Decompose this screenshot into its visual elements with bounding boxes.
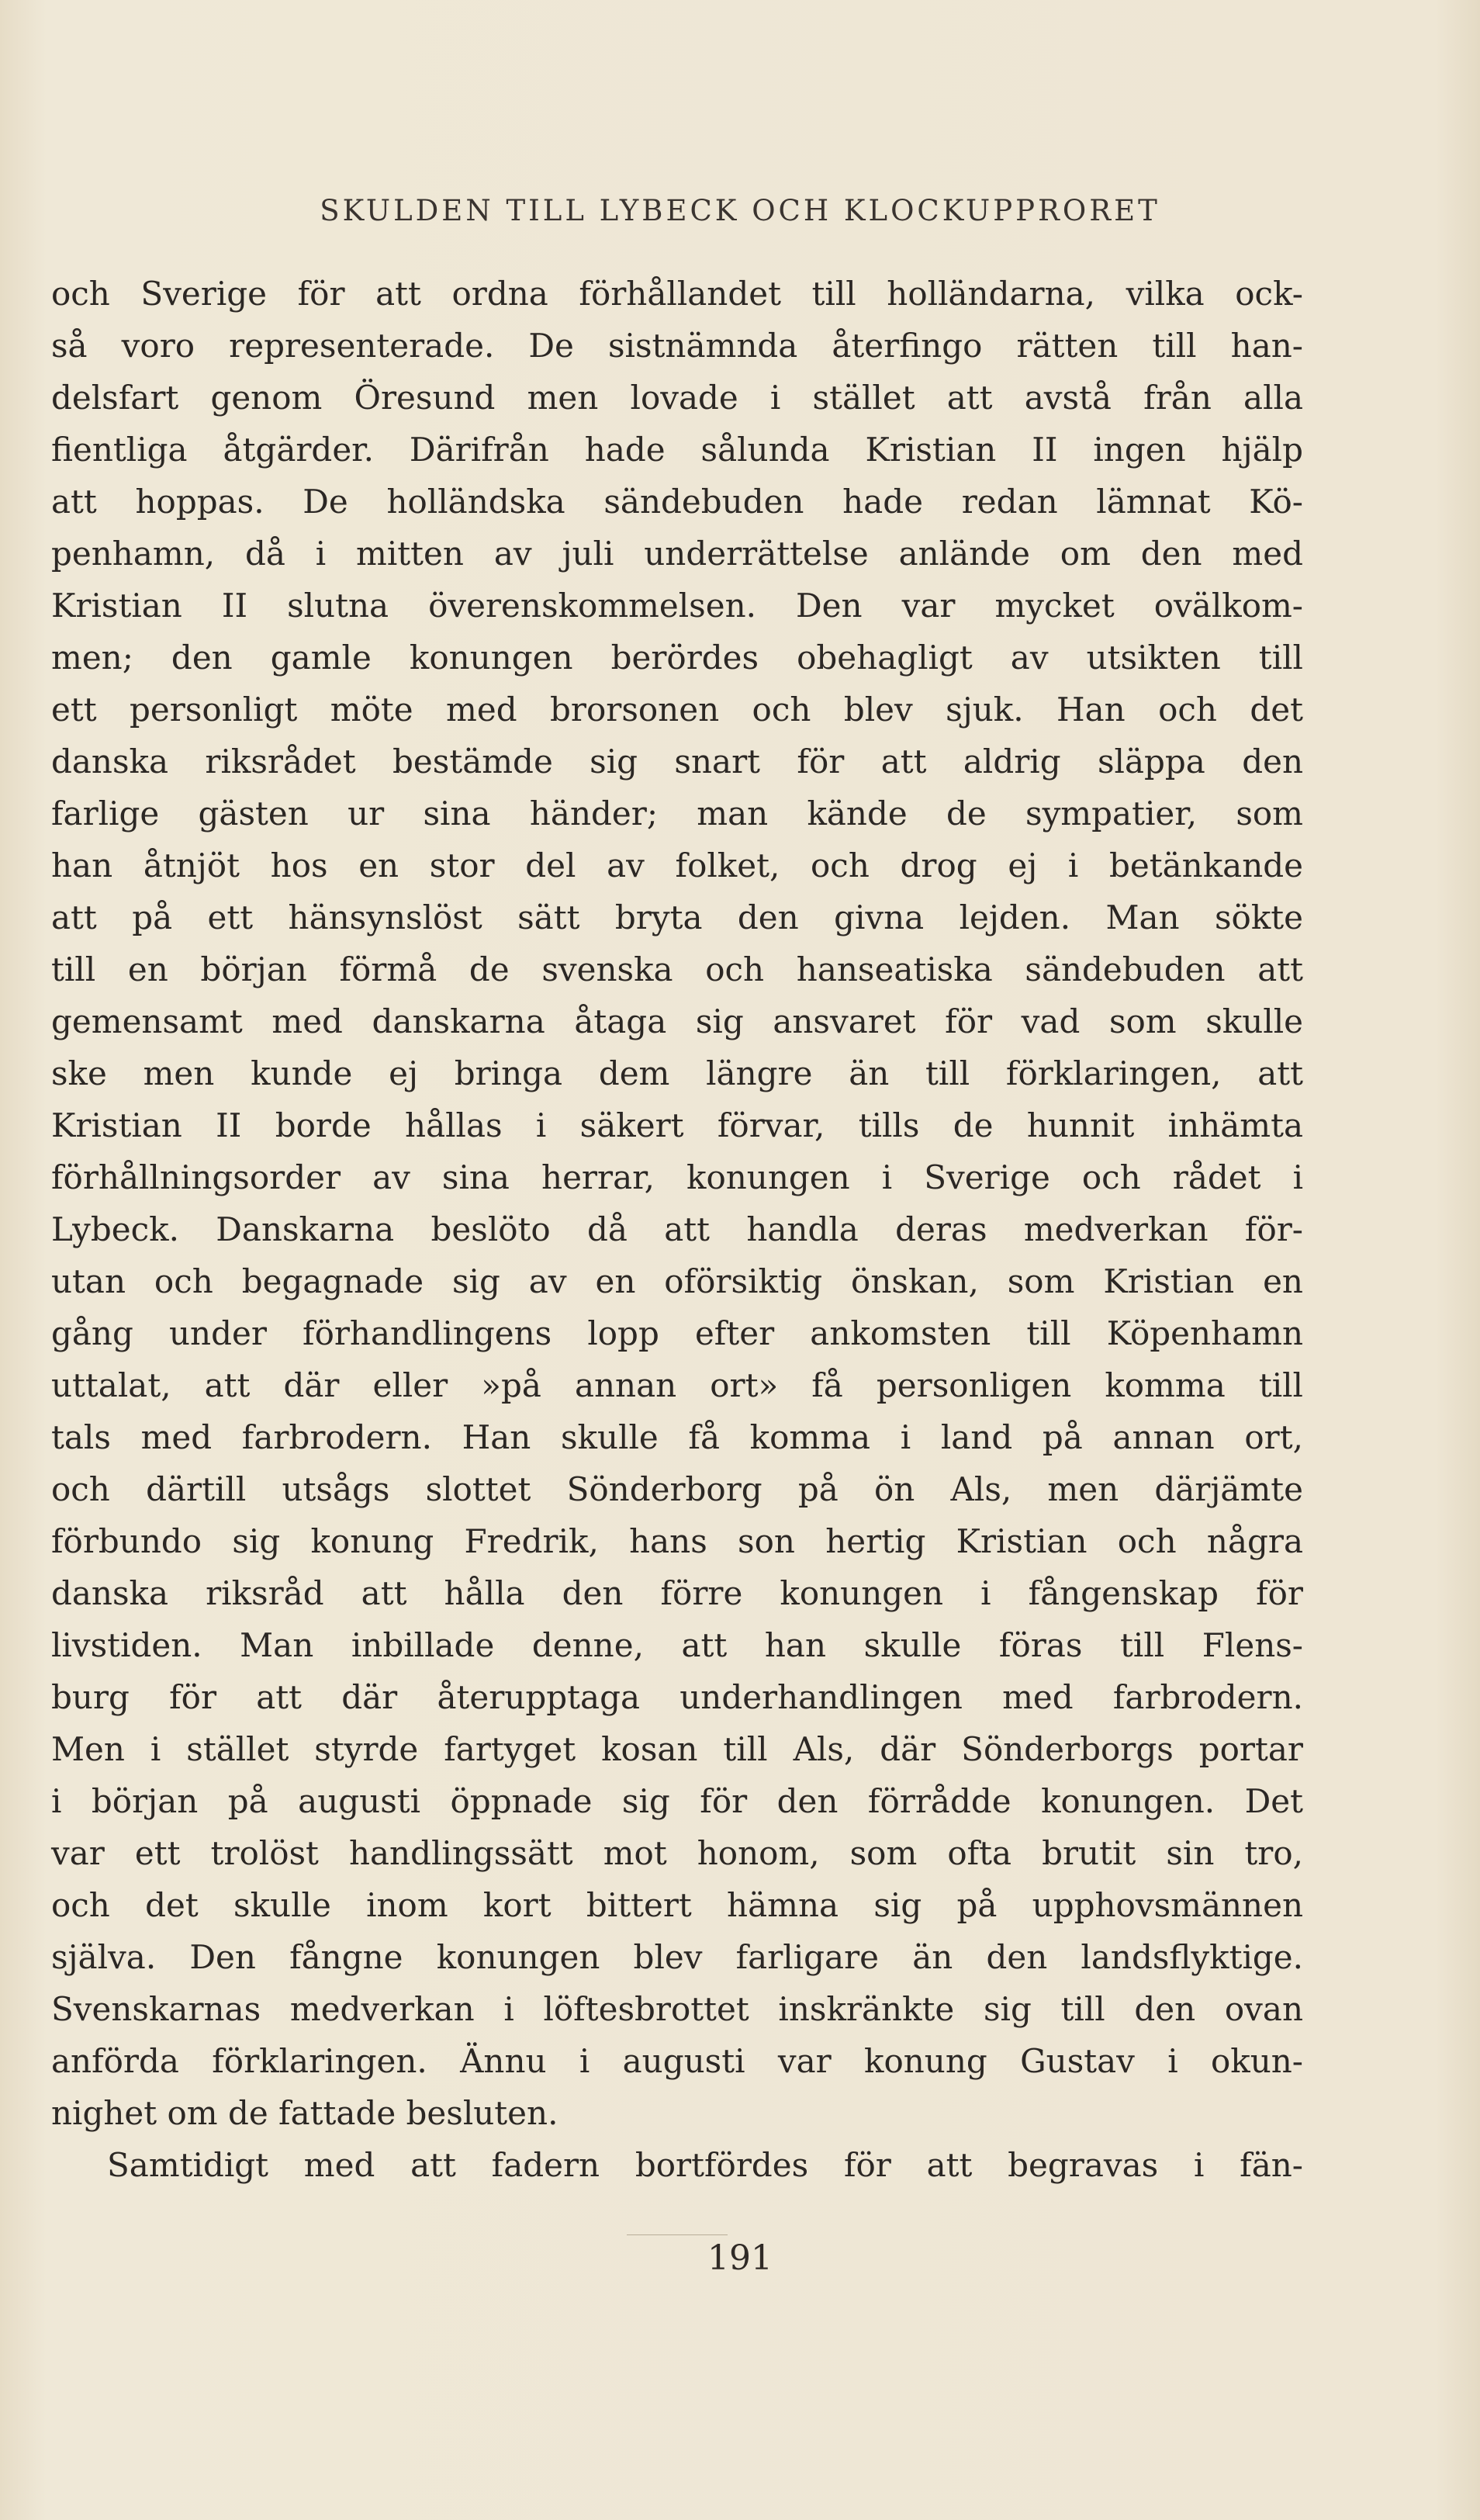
text-line: i början på augusti öppnade sig för den förrådde konungen. Det [51, 1782, 1303, 1820]
text-line: att hoppas. De holländska sändebuden hade redan lämnat Kö- [51, 483, 1303, 521]
text-line: tals med farbrodern. Han skulle få komma i land på annan ort, [51, 1418, 1303, 1456]
text-line: anförda förklaringen. Ännu i augusti var konung Gustav i okun- [51, 2042, 1303, 2080]
body-text [51, 268, 1303, 2191]
text-line: burg för att där återupptaga underhandlingen med farbrodern. [51, 1678, 1303, 1716]
text-line: fientliga åtgärder. Därifrån hade sålunda Kristian II ingen hjälp [51, 431, 1303, 469]
text-line: gemensamt med danskarna åtaga sig ansvaret för vad som skulle [51, 1002, 1303, 1040]
text-line: Kristian II borde hållas i säkert förvar, tills de hunnit inhämta [51, 1106, 1303, 1144]
text-line: och det skulle inom kort bittert hämna sig på upphovsmännen [51, 1886, 1303, 1924]
footer-rule [627, 2234, 728, 2235]
text-line: och Sverige för att ordna förhållandet till holländarna, vilka ock- [51, 275, 1303, 313]
text-line: utan och begagnade sig av en oförsiktig önskan, som Kristian en [51, 1262, 1303, 1300]
text-line: penhamn, då i mitten av juli underrättelse anlände om den med [51, 535, 1303, 573]
text-line: Svenskarnas medverkan i löftesbrottet inskränkte sig till den ovan [51, 1990, 1303, 2028]
text-line: själva. Den fångne konungen blev farligare än den landsflyktige. [51, 1938, 1303, 1976]
text-line: Kristian II slutna överenskommelsen. Den var mycket ovälkom- [51, 587, 1303, 625]
text-line: förhållningsorder av sina herrar, konungen i Sverige och rådet i [51, 1158, 1303, 1196]
text-line: var ett trolöst handlingssätt mot honom, som ofta brutit sin tro, [51, 1834, 1303, 1872]
text-line: livstiden. Man inbillade denne, att han skulle föras till Flens- [51, 1626, 1303, 1664]
text-line: gång under förhandlingens lopp efter ankomsten till Köpenhamn [51, 1314, 1303, 1352]
text-line: ett personligt möte med brorsonen och blev sjuk. Han och det [51, 691, 1303, 729]
text-line: Samtidigt med att fadern bortfördes för att begravas i fän- [107, 2146, 1303, 2184]
page-number: 191 [707, 2238, 773, 2278]
text-line: danska riksråd att hålla den förre konungen i fångenskap för [51, 1574, 1303, 1612]
text-line: farlige gästen ur sina händer; man kände de sympatier, som [51, 794, 1303, 832]
text-line: nighet om de fattade besluten. [51, 2094, 558, 2132]
running-head: SKULDEN TILL LYBECK OCH KLOCKUPPRORET [320, 194, 1160, 227]
text-line: men; den gamle konungen berördes obehagligt av utsikten till [51, 639, 1303, 677]
text-line: Lybeck. Danskarna beslöto då att handla deras medverkan för- [51, 1210, 1303, 1248]
text-line: danska riksrådet bestämde sig snart för att aldrig släppa den [51, 742, 1303, 781]
text-line: delsfart genom Öresund men lovade i stället att avstå från alla [51, 379, 1303, 417]
text-line: han åtnjöt hos en stor del av folket, och drog ej i betänkande [51, 846, 1303, 884]
text-line: Men i stället styrde fartyget kosan till Als, där Sönderborgs portar [51, 1730, 1303, 1768]
text-line: förbundo sig konung Fredrik, hans son hertig Kristian och några [51, 1522, 1303, 1560]
text-line: att på ett hänsynslöst sätt bryta den givna lejden. Man sökte [51, 898, 1303, 936]
text-line: och därtill utsågs slottet Sönderborg på ön Als, men därjämte [51, 1470, 1303, 1508]
text-line: så voro representerade. De sistnämnda återfingo rätten till han- [51, 327, 1303, 365]
text-line: till en början förmå de svenska och hanseatiska sändebuden att [51, 950, 1303, 988]
text-line: ske men kunde ej bringa dem längre än till förklaringen, att [51, 1054, 1303, 1092]
text-line: uttalat, att där eller »på annan ort» få personligen komma till [51, 1366, 1303, 1404]
